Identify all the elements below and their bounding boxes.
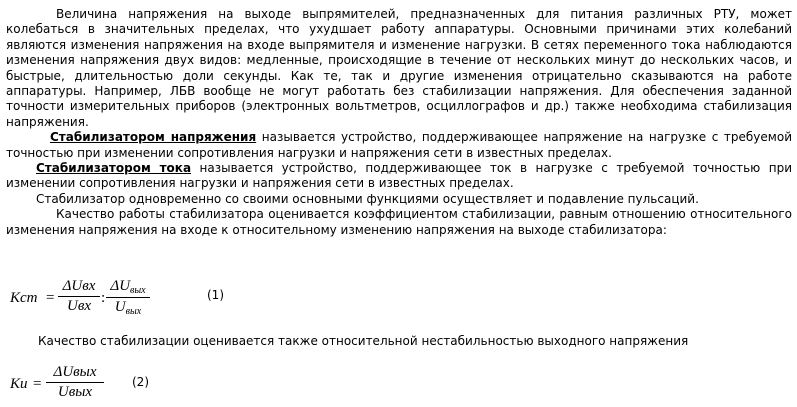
ripple-suppression-paragraph: Стабилизатор одновременно со своими основными функциями осуществляет и подавление пульсаций. xyxy=(36,191,699,206)
formula1-denominator-input: Uвх xyxy=(66,298,91,314)
formula1-fraction-input xyxy=(58,278,100,315)
formula1-equals: = xyxy=(46,290,55,306)
term-voltage-stabilizer: Стабилизатором напряжения xyxy=(50,130,257,145)
formula-output-instability xyxy=(10,362,170,406)
term-current-stabilizer: Стабилизатором тока xyxy=(36,161,192,176)
formula2-lhs: Ku xyxy=(10,376,28,392)
definition-voltage-stabilizer-text: называется устройство, поддерживающее напряжение на нагрузке с требуемой точностью при изменении сопротивления нагрузки и напряжения сети в известных пределах. xyxy=(6,130,792,160)
formula1-lhs: Kст xyxy=(10,290,38,306)
fraction-bar xyxy=(106,297,150,298)
stabilization-coefficient-paragraph: Качество работы стабилизатора оценивается коэффициентом стабилизации, равным отношению относительного изменения напряжения на входе к относительному изменению напряжения на выходе стабилизатора: xyxy=(6,207,792,237)
formula1-numerator-output xyxy=(106,278,150,296)
fraction-bar xyxy=(58,296,100,297)
formula1-numerator-output-sub: вых xyxy=(130,285,146,296)
formula1-colon: : xyxy=(101,290,106,306)
intro-paragraph: Величина напряжения на выходе выпрямителей, предназначенных для питания различных РТУ, может колебаться в значительных пределах, что ухудшает работу аппаратуры. Основными причинами этих колебаний являются изменения напряжения на входе выпрямителя и изменение нагрузки. В сетях переменного тока наблюдаются изменения напряжения двух видов: медленные, происходящие в течение от нескольких минут до нескольких часов, и быстрые, длительностью доли секунды. Как те, так и другие изменения отрицательно сказываются на работе аппаратуры. Например, ЛБВ вообще не могут работать без стабилизации напряжения. Для обеспечения заданной точности измерительных приборов (электронных вольтметров, осциллографов и др.) также необходима стабилизация напряжения. xyxy=(6,7,792,129)
definition-current-stabilizer xyxy=(6,161,792,192)
formula-stabilization-coefficient xyxy=(10,276,250,322)
formula2-denominator: Uвых xyxy=(57,384,93,400)
formula1-numerator-output-main: ΔU xyxy=(110,278,131,294)
formula1-fraction-output xyxy=(106,278,150,317)
document-body xyxy=(6,7,792,238)
fraction-bar xyxy=(46,382,104,383)
formula1-denominator-output xyxy=(106,299,150,317)
formula1-denominator-output-main: U xyxy=(114,299,126,315)
definition-current-stabilizer-text: называется устройство, поддерживающее ток в нагрузке с требуемой точностью при изменении сопротивления нагрузки и напряжения сети в известных пределах. xyxy=(6,161,793,191)
formula1-number: (1) xyxy=(207,288,224,302)
definition-voltage-stabilizer xyxy=(6,130,792,161)
formula2-numerator: ΔUвых xyxy=(53,364,97,380)
formula1-numerator-input: ΔUвх xyxy=(62,278,96,294)
formula2-number: (2) xyxy=(132,375,149,389)
formula2-equals: = xyxy=(33,376,42,392)
formula1-denominator-output-sub: вых xyxy=(125,306,142,317)
formula2-fraction xyxy=(46,364,104,401)
output-instability-paragraph: Качество стабилизации оценивается также относительной нестабильностью выходного напряжения xyxy=(38,334,689,348)
